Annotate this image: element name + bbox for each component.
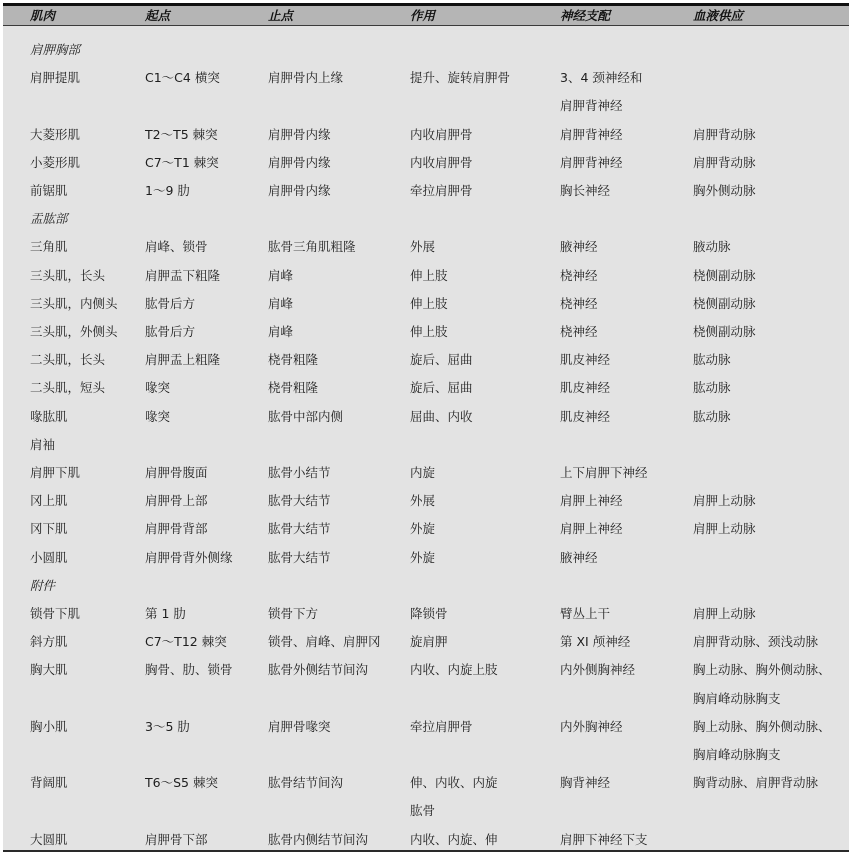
cell-innervation: 肌皮神经 (560, 352, 611, 368)
cell-innervation: 臂丛上干 (560, 606, 611, 621)
cell-blood-supply: 胸背动脉、肩胛背动脉 (693, 775, 819, 791)
header-muscle: 肌肉 (30, 8, 56, 23)
cell-action: 内收、内旋、伸 (410, 831, 498, 847)
table-row (3, 465, 849, 493)
section-heading: 附件 (30, 577, 56, 593)
cell-action: 内收、内旋上肢 (410, 662, 498, 678)
cell-muscle: 胸小肌 (30, 718, 68, 734)
cell-insertion: 锁骨下方 (268, 606, 319, 621)
table-row (3, 239, 849, 267)
cell-origin: 肩胛盂下粗隆 (145, 267, 221, 283)
cell-action: 提升、旋转肩胛骨 (410, 70, 511, 86)
cell-action: 降锁骨 (410, 606, 448, 621)
section-heading-row (3, 42, 849, 70)
cell-muscle: 三角肌 (30, 239, 68, 255)
cell-innervation: 肌皮神经 (560, 380, 611, 396)
table-row (3, 409, 849, 437)
cell-insertion: 肱骨大结节 (268, 493, 331, 509)
cell-blood-supply: 桡侧副动脉 (693, 295, 756, 311)
cell-action: 旋后、屈曲 (410, 380, 473, 396)
cell-action: 伸上肢 (410, 324, 448, 339)
cell-innervation: 腋神经 (560, 239, 598, 255)
cell-blood-supply: 肩胛上动脉 (693, 606, 756, 621)
cell-action: 内收肩胛骨 (410, 126, 473, 142)
cell-action: 伸、内收、内旋 (410, 775, 498, 791)
cell-origin: 肩胛骨腹面 (145, 465, 208, 480)
table-row (3, 324, 849, 352)
table-row-continuation (3, 747, 849, 775)
table-row (3, 521, 849, 549)
cell-innervation: 3、4 颈神经和 (560, 70, 643, 86)
cell-action: 外展 (410, 493, 436, 509)
cell-action: 牵拉肩胛骨 (410, 183, 473, 198)
cell-insertion: 肩峰 (268, 267, 294, 283)
cell-origin: C1～C4 横突 (145, 70, 220, 86)
cell-innervation: 肩胛上神经 (560, 493, 623, 509)
cell-muscle: 背阔肌 (30, 775, 68, 791)
table-row (3, 493, 849, 521)
cell-innervation: 胸长神经 (560, 183, 611, 198)
cell-insertion: 肱骨大结节 (268, 549, 331, 565)
cell-innervation: 桡神经 (560, 324, 598, 339)
cell-origin: C7～T1 棘突 (145, 154, 219, 170)
cell-action: 内旋 (410, 465, 436, 480)
section-heading: 肩胛胸部 (30, 42, 81, 57)
cell-muscle: 大菱形肌 (30, 126, 81, 142)
cell-insertion: 肩胛骨内缘 (268, 183, 331, 198)
cell-insertion: 锁骨、肩峰、肩胛冈 (268, 634, 381, 650)
table-row (3, 70, 849, 98)
cell-innervation: 肩胛下神经下支 (560, 831, 648, 847)
cell-blood-supply: 桡侧副动脉 (693, 267, 756, 283)
cell-origin: 肩峰、锁骨 (145, 239, 208, 255)
cell-blood-supply: 肩胛背动脉 (693, 154, 756, 170)
section-heading-row (3, 578, 849, 606)
header-origin: 起点 (145, 8, 171, 23)
cell-innervation: 胸背神经 (560, 775, 611, 791)
cell-blood-supply: 肩胛上动脉 (693, 521, 756, 537)
cell-origin: 肩胛骨背外侧缘 (145, 549, 233, 565)
cell-origin: 胸骨、肋、锁骨 (145, 662, 233, 678)
cell-insertion: 肱骨外侧结节间沟 (268, 662, 369, 678)
cell-insertion: 肩胛骨内缘 (268, 154, 331, 170)
cell-muscle: 小菱形肌 (30, 154, 81, 170)
cell-muscle: 二头肌，短头 (30, 380, 106, 396)
cell-blood-supply: 胸肩峰动脉胸支 (693, 747, 781, 762)
cell-muscle: 三头肌，内侧头 (30, 295, 118, 311)
table-row-continuation (3, 98, 849, 126)
cell-action: 旋后、屈曲 (410, 352, 473, 368)
cell-muscle: 喙肱肌 (30, 408, 68, 424)
cell-blood-supply: 肱动脉 (693, 408, 731, 424)
cell-muscle: 前锯肌 (30, 183, 68, 198)
cell-action: 伸上肢 (410, 267, 448, 283)
table-row (3, 183, 849, 211)
section-heading: 盂肱部 (30, 211, 68, 227)
cell-muscle: 冈上肌 (30, 493, 68, 509)
muscle-table (3, 3, 849, 852)
table-row (3, 775, 849, 803)
table-row (3, 606, 849, 634)
cell-insertion: 肱骨小结节 (268, 465, 331, 480)
cell-action: 肱骨 (410, 803, 436, 819)
cell-blood-supply: 胸外侧动脉 (693, 183, 756, 198)
table-row (3, 127, 849, 155)
table-row (3, 380, 849, 408)
header-action: 作用 (410, 8, 436, 23)
cell-action: 外展 (410, 239, 436, 255)
table-row (3, 155, 849, 183)
cell-origin: 肱骨后方 (145, 324, 196, 339)
cell-innervation: 肩胛背神经 (560, 98, 623, 114)
cell-origin: T2～T5 棘突 (145, 126, 218, 142)
cell-origin: C7～T12 棘突 (145, 634, 227, 650)
section-heading-row (3, 437, 849, 465)
cell-muscle: 二头肌，长头 (30, 352, 106, 368)
cell-innervation: 内外胸神经 (560, 718, 623, 734)
table-header-row (3, 6, 849, 26)
cell-innervation: 肩胛上神经 (560, 521, 623, 537)
cell-muscle: 斜方肌 (30, 634, 68, 650)
cell-insertion: 肱骨三角肌粗隆 (268, 239, 356, 255)
cell-action: 内收肩胛骨 (410, 154, 473, 170)
cell-action: 牵拉肩胛骨 (410, 718, 473, 734)
table-row (3, 352, 849, 380)
cell-muscle: 锁骨下肌 (30, 606, 81, 621)
cell-insertion: 肩峰 (268, 324, 294, 339)
cell-insertion: 肱骨结节间沟 (268, 775, 344, 791)
cell-muscle: 肩胛下肌 (30, 465, 81, 480)
cell-origin: 肩胛骨下部 (145, 831, 208, 847)
cell-blood-supply: 肩胛上动脉 (693, 493, 756, 509)
table-row (3, 268, 849, 296)
cell-blood-supply: 胸上动脉、胸外侧动脉、 (693, 662, 831, 678)
cell-origin: 肩胛骨背部 (145, 521, 208, 537)
cell-origin: 肱骨后方 (145, 295, 196, 311)
cell-origin: 肩胛骨上部 (145, 493, 208, 509)
cell-insertion: 肱骨大结节 (268, 521, 331, 537)
cell-blood-supply: 桡侧副动脉 (693, 324, 756, 339)
cell-innervation: 桡神经 (560, 267, 598, 283)
cell-insertion: 肩胛骨内上缘 (268, 70, 344, 86)
cell-blood-supply: 胸肩峰动脉胸支 (693, 690, 781, 706)
cell-blood-supply: 腋动脉 (693, 239, 731, 255)
cell-muscle: 肩胛提肌 (30, 70, 81, 86)
cell-origin: 3～5 肋 (145, 718, 190, 734)
table-row-continuation (3, 803, 849, 831)
cell-innervation: 第 XI 颅神经 (560, 634, 631, 650)
header-insertion: 止点 (268, 8, 294, 23)
cell-muscle: 三头肌，外侧头 (30, 324, 118, 339)
cell-insertion: 肩峰 (268, 295, 294, 311)
cell-action: 外旋 (410, 521, 436, 537)
table-row (3, 634, 849, 662)
cell-insertion: 肩胛骨内缘 (268, 126, 331, 142)
cell-innervation: 内外侧胸神经 (560, 662, 636, 678)
cell-insertion: 肱骨中部内侧 (268, 408, 344, 424)
header-blood-supply: 血液供应 (693, 8, 744, 23)
cell-blood-supply: 肩胛背动脉 (693, 126, 756, 142)
cell-insertion: 肩胛骨喙突 (268, 718, 331, 734)
cell-insertion: 肱骨内侧结节间沟 (268, 831, 369, 847)
cell-origin: 肩胛盂上粗隆 (145, 352, 221, 368)
table-row (3, 296, 849, 324)
cell-innervation: 肩胛背神经 (560, 126, 623, 142)
cell-origin: 喙突 (145, 408, 171, 424)
table-row (3, 550, 849, 578)
cell-innervation: 桡神经 (560, 295, 598, 311)
cell-origin: T6～S5 棘突 (145, 775, 218, 791)
cell-action: 屈曲、内收 (410, 408, 473, 424)
cell-action: 旋肩胛 (410, 634, 448, 650)
cell-muscle: 冈下肌 (30, 521, 68, 537)
cell-origin: 1～9 肋 (145, 183, 190, 198)
cell-insertion: 桡骨粗隆 (268, 380, 319, 396)
cell-muscle: 小圆肌 (30, 549, 68, 565)
cell-action: 伸上肢 (410, 295, 448, 311)
cell-origin: 第 1 肋 (145, 606, 186, 621)
table-row (3, 662, 849, 690)
cell-muscle: 大圆肌 (30, 831, 68, 847)
table-row-continuation (3, 691, 849, 719)
section-heading: 肩袖 (30, 436, 56, 452)
cell-action: 外旋 (410, 549, 436, 565)
section-heading-row (3, 211, 849, 239)
cell-blood-supply: 肱动脉 (693, 352, 731, 368)
cell-muscle: 胸大肌 (30, 662, 68, 678)
cell-blood-supply: 胸上动脉、胸外侧动脉、 (693, 718, 831, 734)
cell-muscle: 三头肌，长头 (30, 267, 106, 283)
cell-innervation: 腋神经 (560, 549, 598, 565)
cell-innervation: 肌皮神经 (560, 408, 611, 424)
header-innervation: 神经支配 (560, 8, 611, 23)
table-row (3, 719, 849, 747)
cell-innervation: 上下肩胛下神经 (560, 465, 648, 480)
cell-innervation: 肩胛背神经 (560, 154, 623, 170)
cell-blood-supply: 肩胛背动脉、颈浅动脉 (693, 634, 819, 650)
cell-blood-supply: 肱动脉 (693, 380, 731, 396)
cell-origin: 喙突 (145, 380, 171, 396)
cell-insertion: 桡骨粗隆 (268, 352, 319, 368)
